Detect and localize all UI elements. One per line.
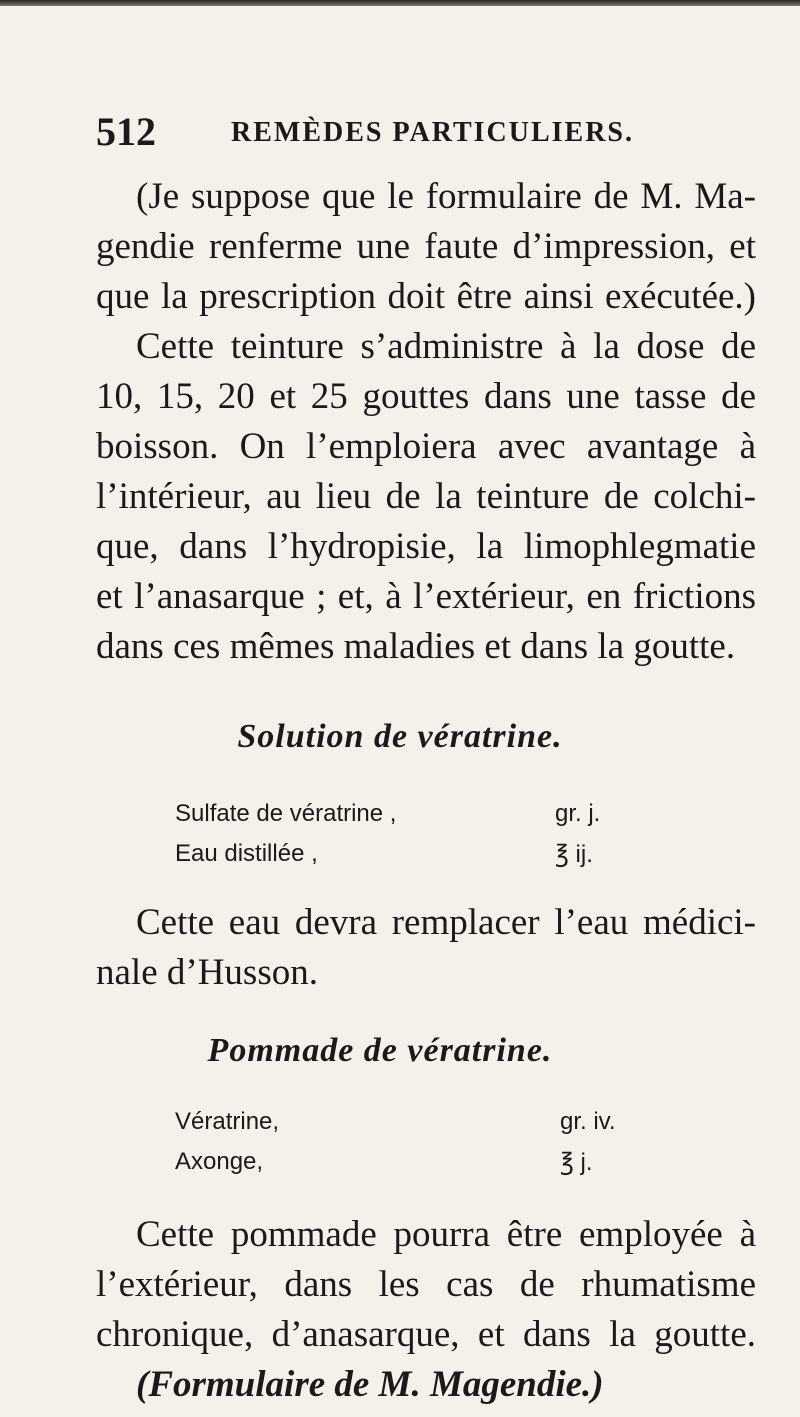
paragraph-tincture-dosage [96, 172, 756, 672]
running-title: REMÈDES PARTICULIERS. [231, 117, 635, 148]
ingredient-quantity: ℥ j. [560, 1149, 593, 1176]
ingredient-quantity: gr. j. [555, 800, 601, 827]
ingredient-name: Sulfate de vératrine , [175, 800, 397, 827]
text-line: nale d’Husson. [96, 952, 318, 993]
text-line: boisson. On l’emploiera avec avantage à [96, 426, 756, 467]
paragraph-husson-water [96, 898, 756, 998]
paragraph-pommade-usage [96, 1210, 756, 1410]
ingredient-name: Axonge, [175, 1148, 264, 1175]
ingredient-quantity: ℥ ij. [555, 841, 593, 868]
page-number: 512 [96, 109, 156, 154]
text-line: Cette teinture s’administre à la dose de [136, 326, 756, 367]
text-line: (Je suppose que le formulaire de M. Ma- [136, 176, 756, 217]
text-line: et l’anasarque ; et, à l’extérieur, en frictions [96, 576, 756, 617]
citation-line: (Formulaire de M. Magendie.) [136, 1364, 604, 1405]
text-line: l’extérieur, dans les cas de rhumatisme [96, 1264, 756, 1305]
text-line: que la prescription doit être ainsi exécutée.) [96, 276, 756, 317]
text-line: gendie renferme une faute d’impression, et [96, 226, 756, 267]
heading-solution-veratrine: Solution de vératrine. [237, 718, 563, 755]
text-line: l’intérieur, au lieu de la teinture de colchi- [96, 476, 756, 517]
text-line: 10, 15, 20 et 25 gouttes dans une tasse de [96, 376, 756, 417]
text-line: chronique, d’anasarque, et dans la goutte. [96, 1314, 756, 1355]
text-line: Cette pommade pourra être employée à [136, 1214, 756, 1255]
text-line: Cette eau devra remplacer l’eau médici- [136, 902, 756, 943]
text-line: que, dans l’hydropisie, la limophlegmatie [96, 526, 756, 567]
ingredient-quantity: gr. iv. [560, 1108, 616, 1135]
ingredient-name: Vératrine, [175, 1108, 280, 1135]
ingredient-name: Eau distillée , [175, 840, 318, 867]
heading-pommade-veratrine: Pommade de vératrine. [207, 1032, 553, 1069]
text-line: dans ces mêmes maladies et dans la goutte. [96, 626, 736, 667]
